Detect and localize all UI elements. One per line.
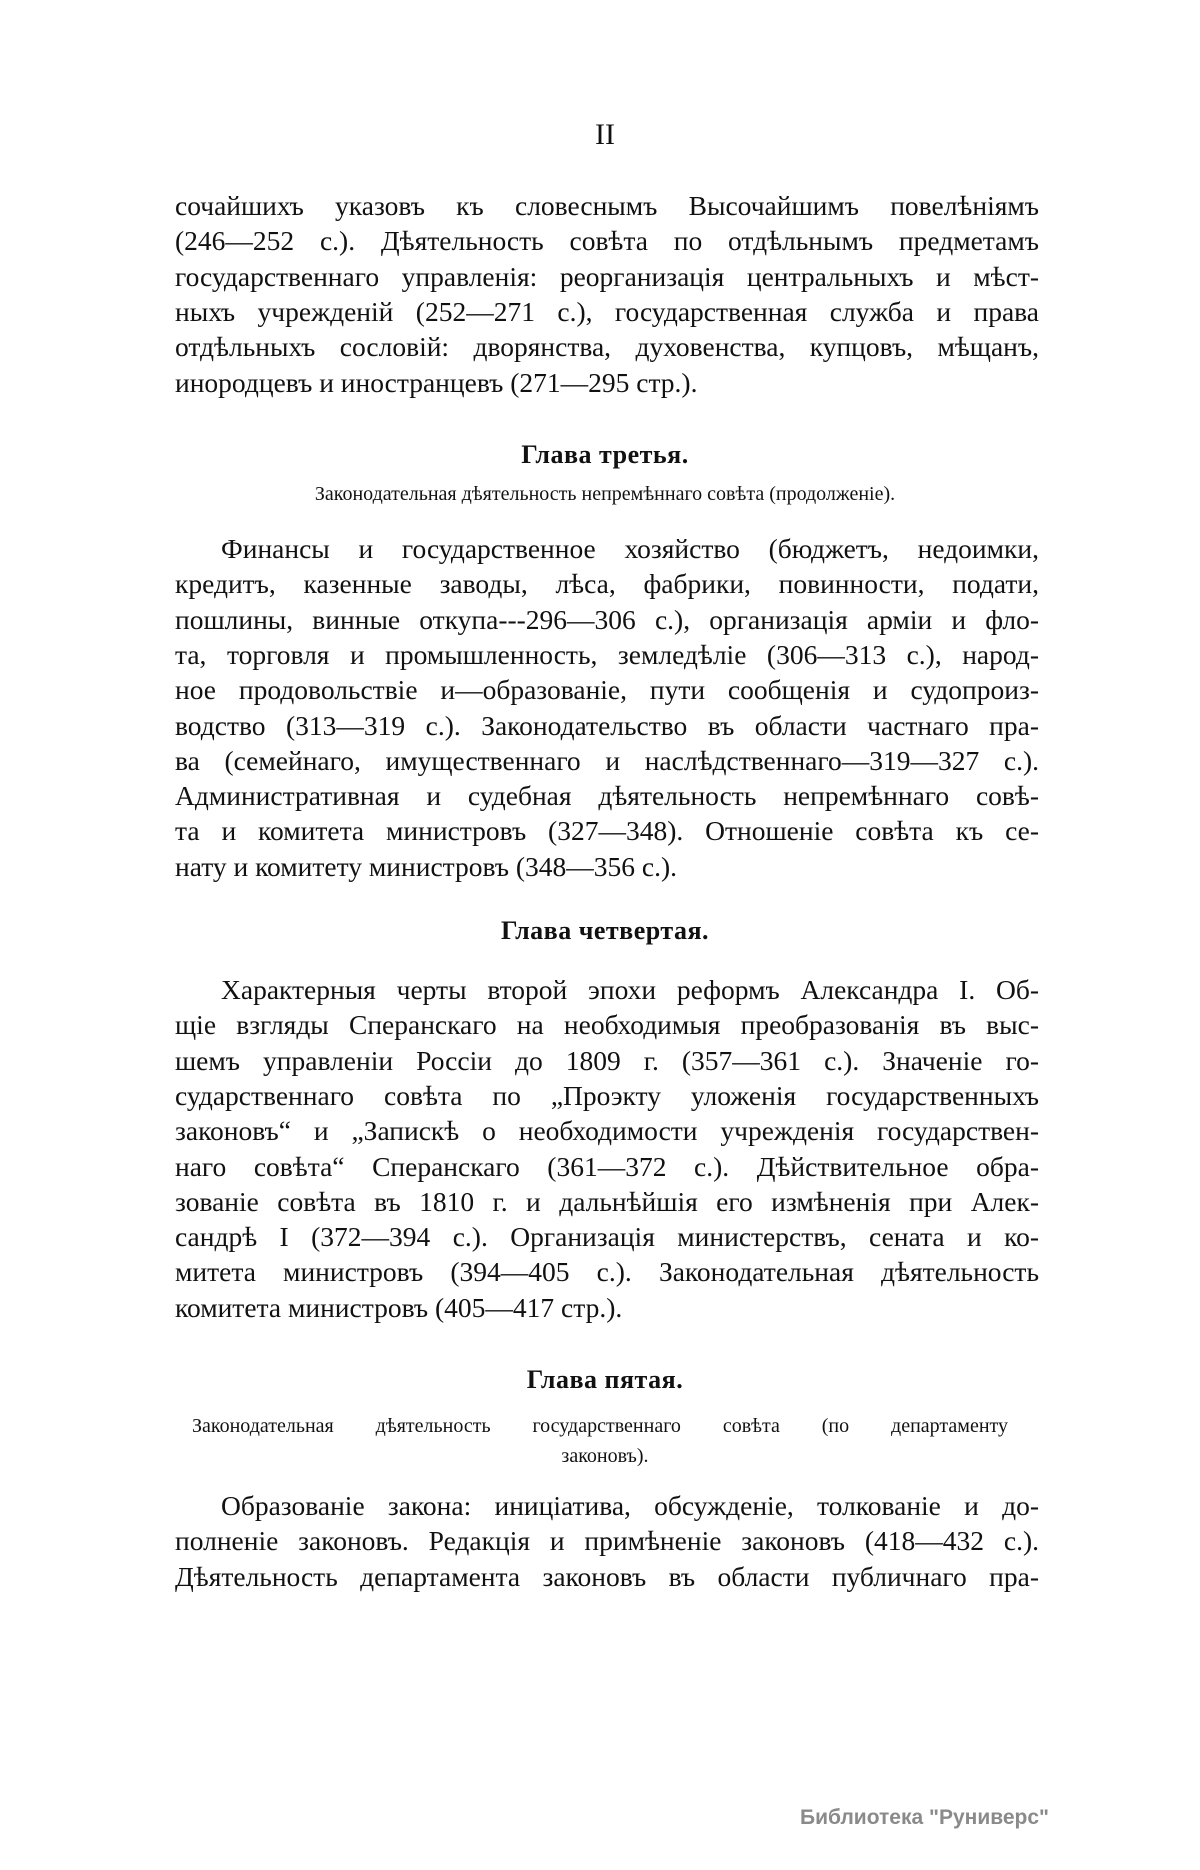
text-line: отдѣльныхъ сословій: дворянства, духовенства, купцовъ, мѣщанъ,	[175, 331, 1039, 363]
text-line: ное продовольствіе и—образованіе, пути сообщенія и судопроиз-	[175, 674, 1039, 706]
chapter-subtitle: законовъ).	[561, 1445, 649, 1467]
text-line: Дѣятельность департамента законовъ въ области публичнаго пра-	[175, 1560, 1039, 1592]
text-line: государственнаго управленія: реорганизація центральныхъ и мѣст-	[175, 260, 1039, 292]
page-number: II	[595, 118, 615, 151]
text-line: сандрѣ I (372—394 с.). Организація министерствъ, сената и ко-	[175, 1221, 1039, 1253]
chapter-heading: Глава пятая.	[526, 1365, 684, 1394]
text-line: кредитъ, казенные заводы, лѣса, фабрики, повинности, подати,	[175, 568, 1039, 600]
text-line: инородцевъ и иностранцевъ (271—295 стр.).	[175, 366, 698, 398]
text-line: наго совѣта“ Сперанскаго (361—372 с.). Дѣйствительное обра-	[175, 1150, 1039, 1182]
text-line: сударственнаго совѣта по „Проэкту уложенія государственныхъ	[175, 1079, 1039, 1111]
chapter-subtitle: Законодательная дѣятельность государственнаго совѣта (по департаменту	[192, 1415, 1008, 1437]
text-line: пошлины, винные откупа---296—306 с.), организація арміи и фло-	[175, 603, 1039, 635]
text-line: щіе взгляды Сперанскаго на необходимыя преобразованія въ выс-	[175, 1009, 1039, 1041]
text-line: (246—252 с.). Дѣятельность совѣта по отдѣльнымъ предметамъ	[175, 225, 1039, 257]
text-line: Финансы и государственное хозяйство (бюджетъ, недоимки,	[221, 533, 1039, 564]
chapter-subtitle: Законодательная дѣятельность непремѣннаго совѣта (продолженіе).	[314, 483, 896, 505]
text-line: Характерныя черты второй эпохи реформъ Александра I. Об-	[221, 974, 1039, 1005]
text-line: водство (313—319 с.). Законодательство въ области частнаго пра-	[175, 709, 1039, 741]
text-line: полненіе законовъ. Редакція и примѣненіе законовъ (418—432 с.).	[175, 1525, 1039, 1557]
text-line: Образованіе закона: иниціатива, обсужденіе, толкованіе и до-	[221, 1490, 1039, 1521]
text-line: шемъ управленіи Россіи до 1809 г. (357—361 с.). Значеніе го-	[175, 1044, 1039, 1076]
text-line: ныхъ учрежденій (252—271 с.), государственная служба и права	[175, 295, 1039, 327]
text-line: митета министровъ (394—405 с.). Законодательная дѣятельность	[175, 1256, 1039, 1288]
library-watermark: Библиотека "Руниверс"	[800, 1806, 1050, 1829]
text-line: та, торговля и промышленность, земледѣліе (306—313 с.), народ-	[175, 638, 1039, 670]
text-line: та и комитета министровъ (327—348). Отношеніе совѣта къ се-	[175, 815, 1039, 847]
chapter-heading: Глава четвертая.	[500, 916, 710, 945]
chapter-heading: Глава третья.	[521, 440, 689, 469]
text-line: зованіе совѣта въ 1810 г. и дальнѣйшія его измѣненія при Алек-	[175, 1185, 1039, 1217]
text-line: сочайшихъ указовъ къ словеснымъ Высочайшимъ повелѣніямъ	[175, 190, 1039, 221]
text-line: ва (семейнаго, имущественнаго и наслѣдственнаго—319—327 с.).	[175, 744, 1039, 776]
text-line: комитета министровъ (405—417 стр.).	[175, 1291, 623, 1323]
text-line: Административная и судебная дѣятельность непремѣннаго совѣ-	[175, 780, 1039, 812]
text-line: законовъ“ и „Запискѣ о необходимости учрежденія государствен-	[175, 1115, 1039, 1147]
text-line: нату и комитету министровъ (348—356 с.).	[175, 850, 678, 882]
